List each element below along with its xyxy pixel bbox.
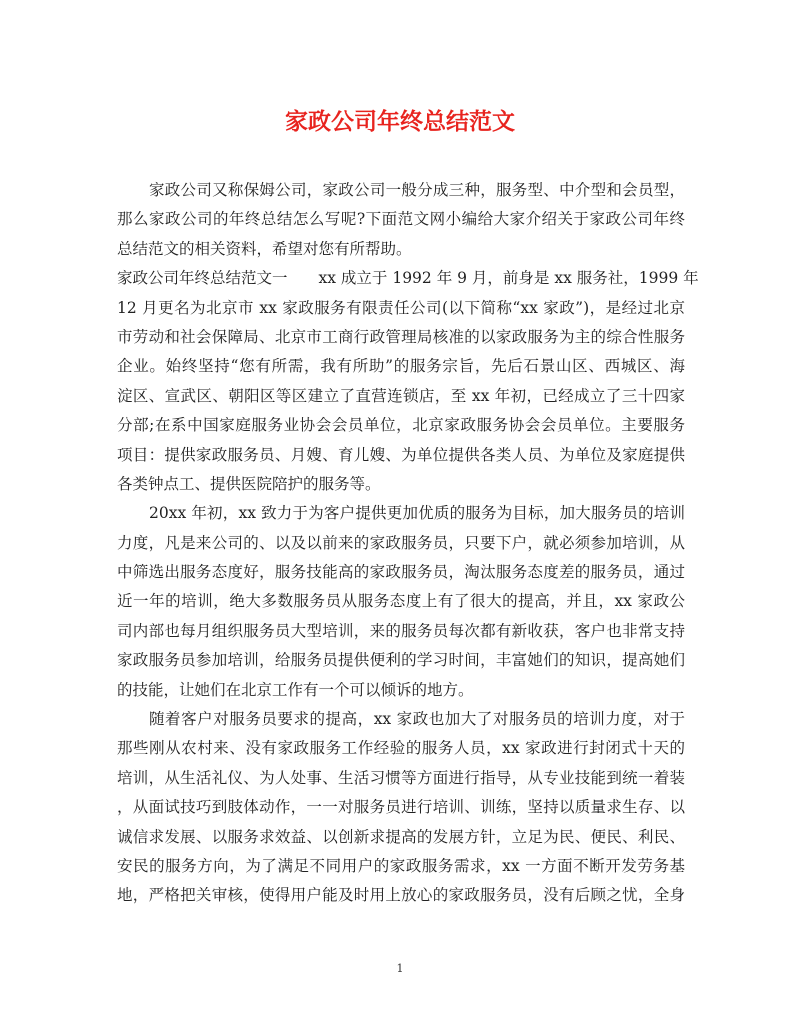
paragraph-line: 的技能，让她们在北京工作有一个可以倾诉的地方。 — [117, 680, 474, 699]
paragraph-line: 中筛选出服务态度好，服务技能高的家政服务员，淘汰服务态度差的服务员，通过 — [117, 563, 685, 582]
paragraph-line: 那些刚从农村来、没有家政服务工作经验的服务人员，xx 家政进行封闭式十天的 — [117, 739, 685, 758]
paragraph-line: 企业。始终坚持“您有所需，我有所助”的服务宗旨，先后石景山区、西城区、海 — [117, 357, 685, 376]
paragraph-line: 培训，从生活礼仪、为人处事、生活习惯等方面进行指导，从专业技能到统一着装 — [117, 768, 685, 787]
paragraph-line: 总结范文的相关资料，希望对您有所帮助。 — [117, 239, 412, 258]
paragraph-line: 家政服务员参加培训，给服务员提供便利的学习时间，丰富她们的知识，提高她们 — [117, 651, 685, 670]
paragraph-line: 家政公司年终总结范文一 xx 成立于 1992 年 9 月，前身是 xx 服务社，1999 年 — [117, 269, 699, 288]
paragraph-line: 12 月更名为北京市 xx 家政服务有限责任公司(以下简称“xx 家政”)，是经过北京 — [117, 298, 685, 317]
paragraph-line: 近一年的培训，绝大多数服务员从服务态度上有了很大的提高，并且，xx 家政公 — [117, 592, 685, 611]
paragraph-line: 诚信求发展、以服务求效益、以创新求提高的发展方针，立足为民、便民、利民、 — [117, 827, 685, 846]
paragraph-line: 分部;在系中国家庭服务业协会会员单位，北京家政服务协会会员单位。主要服务 — [117, 416, 685, 435]
paragraph-line: 项目：提供家政服务员、月嫂、育儿嫂、为单位提供各类人员、为单位及家庭提供 — [117, 445, 685, 464]
paragraph-line: 司内部也每月组织服务员大型培训，来的服务员每次都有新收获，客户也非常支持 — [117, 621, 685, 640]
document-body — [117, 176, 699, 911]
paragraph-line: 那么家政公司的年终总结怎么写呢?下面范文网小编给大家介绍关于家政公司年终 — [117, 210, 685, 229]
paragraph-line: 各类钟点工、提供医院陪护的服务等。 — [117, 474, 381, 493]
paragraph-line: 力度，凡是来公司的、以及以前来的家政服务员，只要下户，就必须参加培训，从 — [117, 533, 685, 552]
paragraph-line: 市劳动和社会保障局、北京市工商行政管理局核准的以家政服务为主的综合性服务 — [117, 327, 685, 346]
paragraph-line: 20xx 年初，xx 致力于为客户提供更加优质的服务为目标，加大服务员的培训 — [149, 504, 685, 523]
paragraph-line: 地，严格把关审核，使得用户能及时用上放心的家政服务员，没有后顾之忧，全身 — [117, 886, 685, 905]
paragraph-line: 安民的服务方向，为了满足不同用户的家政服务需求，xx 一方面不断开发劳务基 — [117, 856, 685, 875]
paragraph-line: 家政公司又称保姆公司，家政公司一般分成三种，服务型、中介型和会员型， — [149, 181, 685, 199]
document-title: 家政公司年终总结范文 — [285, 108, 515, 135]
paragraph-line: ，从面试技巧到肢体动作，一一对服务员进行培训、训练，坚持以质量求生存、以 — [117, 798, 685, 817]
page-number: 1 — [396, 962, 404, 975]
paragraph-line: 随着客户对服务员要求的提高，xx 家政也加大了对服务员的培训力度，对于 — [149, 710, 685, 729]
paragraph-line: 淀区、宣武区、朝阳区等区建立了直营连锁店，至 xx 年初，已经成立了三十四家 — [117, 386, 685, 405]
